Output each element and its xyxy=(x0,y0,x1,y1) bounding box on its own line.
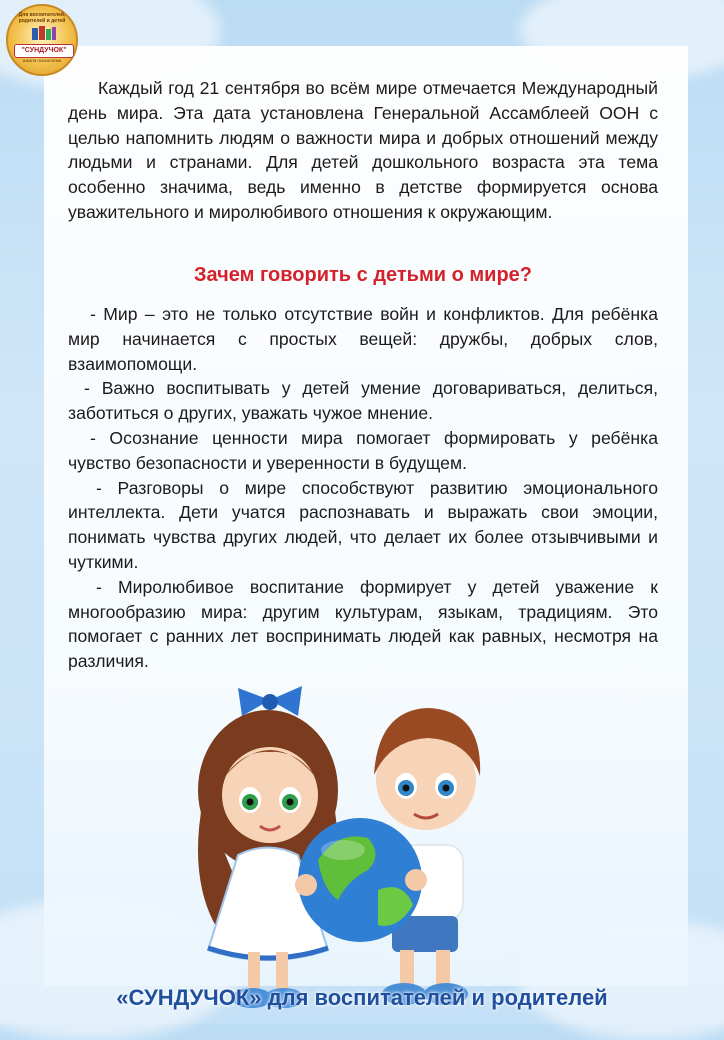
list-item: - Разговоры о мире способствуют развитию эмоционального интеллекта. Дети учатся распознавать и выражать свои эмоции, понимать чувства других людей, что делает их более отзывчивыми и чуткими. xyxy=(68,477,658,572)
intro-text xyxy=(68,76,658,225)
logo-name: "СУНДУЧОК" xyxy=(14,44,74,58)
children-holding-globe-icon xyxy=(178,680,518,1020)
footer-title: «СУНДУЧОК» для воспитателей и родителей xyxy=(116,985,608,1010)
logo-ring-text: Для воспитателей, родителей и детей xyxy=(18,12,66,24)
list-item: - Осознание ценности мира помогает формировать у ребёнка чувство безопасности и уверенности в будущем. xyxy=(68,427,658,473)
logo-subtitle: школа психологии xyxy=(22,58,62,63)
logo xyxy=(6,4,78,76)
intro-paragraph: Каждый год 21 сентября во всём мире отмечается Международный день мира. Эта дата установлена Генеральной Ассамблеей ООН с целью напомнить людям о важности мира и добрых отношений между людьми и странами. Для детей дошкольного возраста эта тема особенно значима, ведь именно в детстве формируется основа уважительного и миролюбивого отношения к окружающим. xyxy=(68,78,658,222)
list-item: - Миролюбивое воспитание формирует у детей уважение к многообразию мира: другим культурам, языкам, традициям. Это помогает с ранних лет воспринимать людей как равных, несмотря на различия. xyxy=(68,576,658,672)
points-list xyxy=(68,302,658,674)
books-icon xyxy=(30,24,58,40)
section-heading: Зачем говорить с детьми о мире? xyxy=(193,264,533,286)
list-item: - Важно воспитывать у детей умение договариваться, делиться, заботиться о других, уважать чужое мнение. xyxy=(68,378,658,424)
list-item: - Мир – это не только отсутствие войн и конфликтов. Для ребёнка мир начинается с простых вещей: дружбы, добрых слов, взаимопомощи. xyxy=(68,304,658,374)
